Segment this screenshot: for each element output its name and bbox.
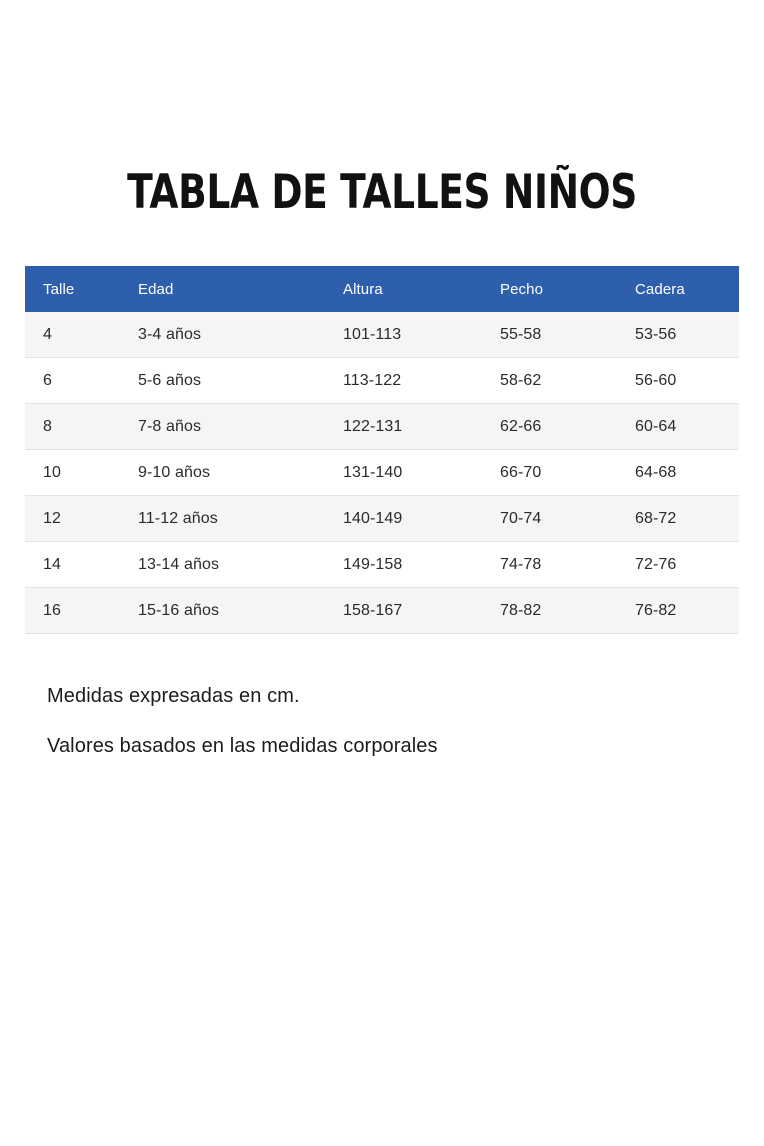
note-source: Valores basados en las medidas corporales xyxy=(47,735,438,757)
cell-pecho: 62-66 xyxy=(482,404,617,450)
cell-edad: 11-12 años xyxy=(120,496,325,542)
cell-talle: 10 xyxy=(25,450,120,496)
cell-edad: 13-14 años xyxy=(120,542,325,588)
table-row xyxy=(25,358,739,404)
cell-cadera: 56-60 xyxy=(617,358,739,404)
cell-altura: 140-149 xyxy=(325,496,482,542)
cell-altura: 149-158 xyxy=(325,542,482,588)
size-table xyxy=(25,266,739,634)
cell-talle: 12 xyxy=(25,496,120,542)
cell-edad: 15-16 años xyxy=(120,588,325,634)
cell-pecho: 78-82 xyxy=(482,588,617,634)
cell-cadera: 72-76 xyxy=(617,542,739,588)
cell-edad: 7-8 años xyxy=(120,404,325,450)
cell-altura: 101-113 xyxy=(325,312,482,358)
cell-cadera: 76-82 xyxy=(617,588,739,634)
cell-talle: 16 xyxy=(25,588,120,634)
table-row xyxy=(25,496,739,542)
cell-altura: 158-167 xyxy=(325,588,482,634)
table-row xyxy=(25,542,739,588)
cell-edad: 9-10 años xyxy=(120,450,325,496)
table-header xyxy=(25,266,739,312)
cell-altura: 113-122 xyxy=(325,358,482,404)
cell-talle: 8 xyxy=(25,404,120,450)
cell-pecho: 74-78 xyxy=(482,542,617,588)
column-header-altura: Altura xyxy=(325,266,482,312)
cell-altura: 122-131 xyxy=(325,404,482,450)
cell-pecho: 70-74 xyxy=(482,496,617,542)
size-table-container xyxy=(25,266,739,634)
cell-cadera: 68-72 xyxy=(617,496,739,542)
cell-pecho: 66-70 xyxy=(482,450,617,496)
cell-talle: 6 xyxy=(25,358,120,404)
cell-edad: 5-6 años xyxy=(120,358,325,404)
notes-section xyxy=(47,679,727,779)
column-header-pecho: Pecho xyxy=(482,266,617,312)
table-row xyxy=(25,588,739,634)
table-row xyxy=(25,404,739,450)
column-header-edad: Edad xyxy=(120,266,325,312)
cell-talle: 4 xyxy=(25,312,120,358)
cell-cadera: 60-64 xyxy=(617,404,739,450)
cell-cadera: 53-56 xyxy=(617,312,739,358)
cell-edad: 3-4 años xyxy=(120,312,325,358)
note-units: Medidas expresadas en cm. xyxy=(47,685,300,707)
table-row xyxy=(25,450,739,496)
page-title: TABLA DE TALLES NIÑOS xyxy=(127,165,637,221)
column-header-cadera: Cadera xyxy=(617,266,739,312)
cell-talle: 14 xyxy=(25,542,120,588)
cell-pecho: 55-58 xyxy=(482,312,617,358)
cell-pecho: 58-62 xyxy=(482,358,617,404)
table-row xyxy=(25,312,739,358)
cell-cadera: 64-68 xyxy=(617,450,739,496)
table-body xyxy=(25,312,739,634)
table-header-row xyxy=(25,266,739,312)
column-header-talle: Talle xyxy=(25,266,120,312)
cell-altura: 131-140 xyxy=(325,450,482,496)
